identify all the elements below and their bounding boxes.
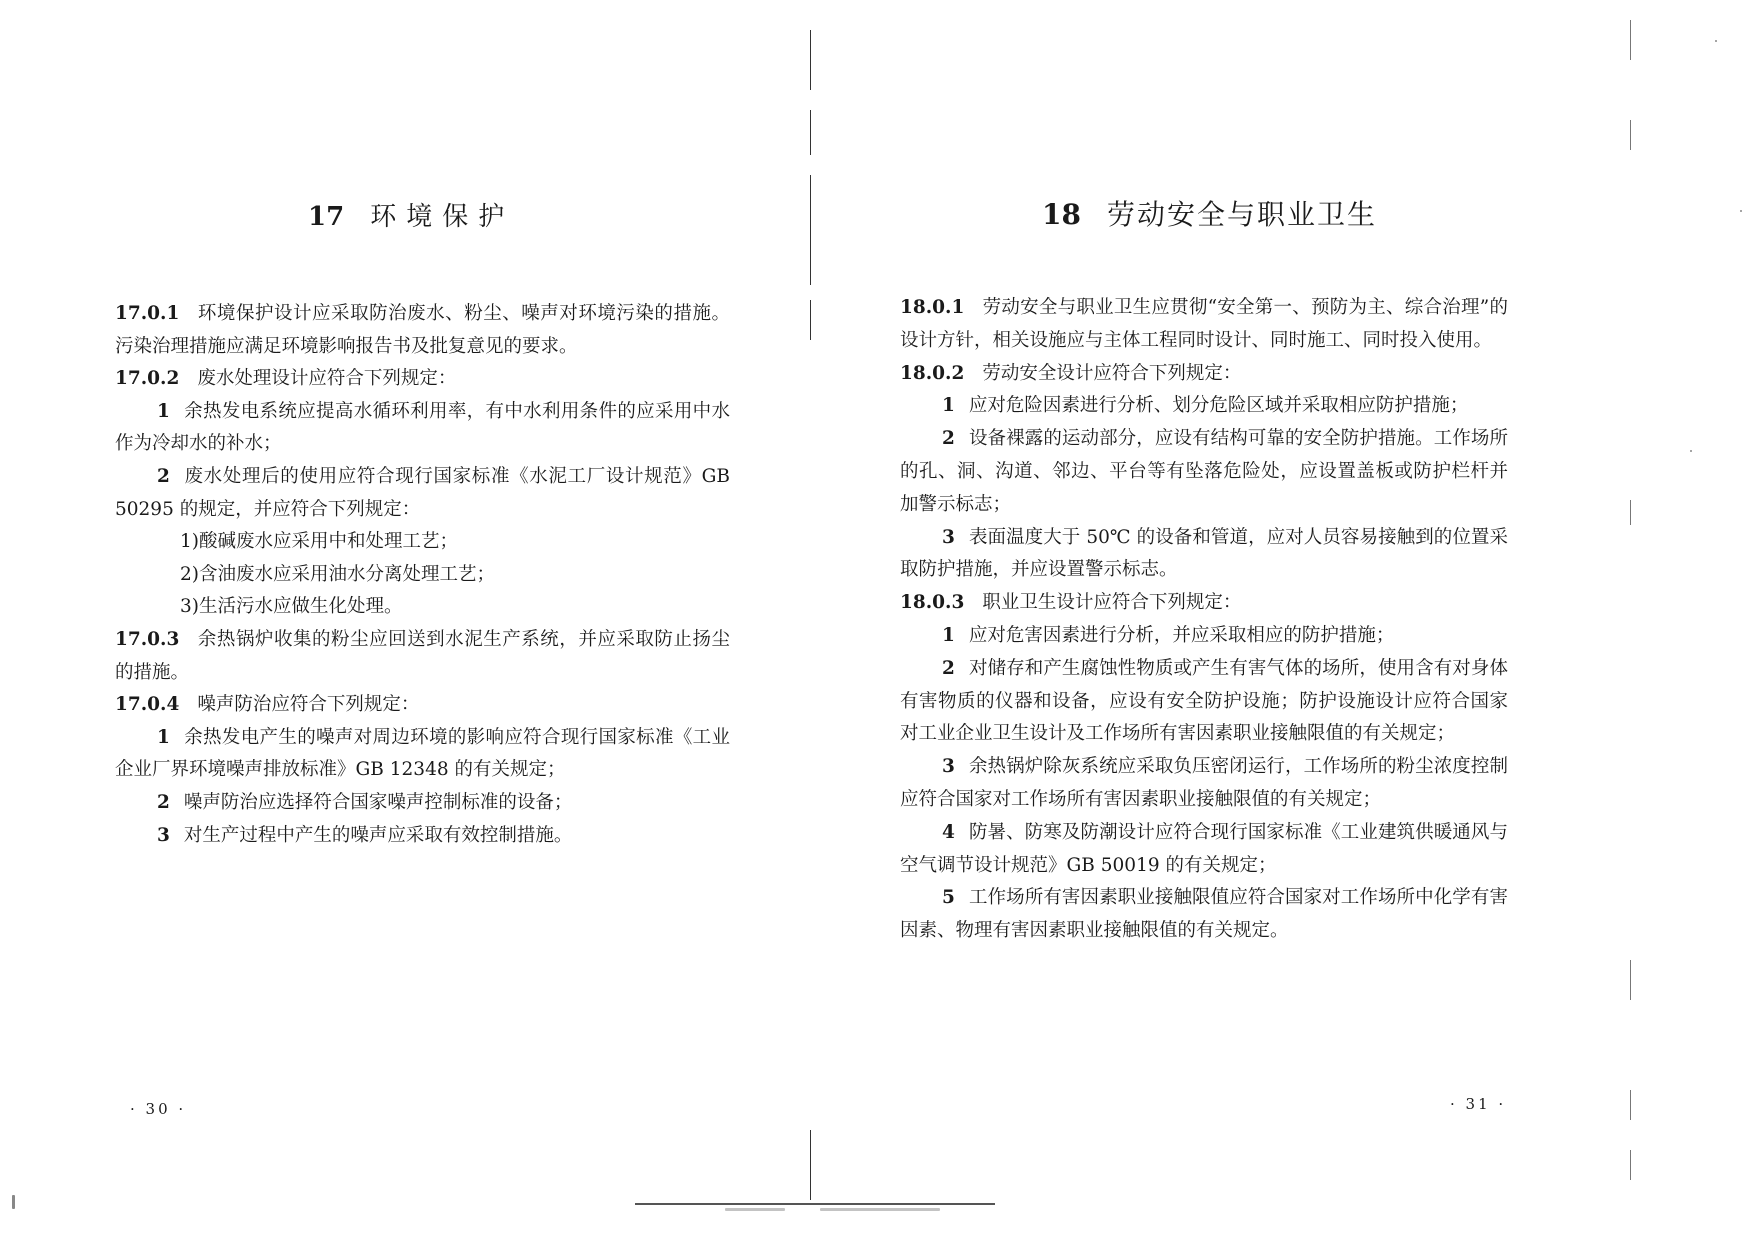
paragraph-text: 余热发电产生的噪声对周边环境的影响应符合现行国家标准《工业企业厂界环境噪声排放标准》GB 12348 的有关规定； bbox=[115, 726, 730, 781]
clause-number: 18.0.2 bbox=[900, 362, 965, 384]
chapter-number: 17 bbox=[308, 202, 345, 232]
page-number-right: · 31 · bbox=[1450, 1095, 1507, 1113]
scan-edge-mark bbox=[1630, 20, 1631, 60]
clause-paragraph bbox=[115, 689, 730, 722]
scan-speck bbox=[12, 1195, 15, 1209]
list-item bbox=[900, 423, 1508, 521]
list-item bbox=[115, 820, 730, 853]
clause-paragraph bbox=[900, 358, 1508, 391]
paragraph-text: 应对危险因素进行分析、划分危险区域并采取相应防护措施； bbox=[968, 395, 1469, 417]
chapter-title-text: 环境保护 bbox=[370, 202, 515, 232]
list-item bbox=[900, 817, 1508, 883]
paragraph-text: 工作场所有害因素职业接触限值应符合国家对工作场所中化学有害因素、物理有害因素职业接触限值的有关规定。 bbox=[900, 887, 1508, 942]
right-body-text bbox=[900, 292, 1508, 948]
item-number: 3 bbox=[942, 526, 955, 548]
paragraph-text: 设备裸露的运动部分，应设有结构可靠的安全防护措施。工作场所的孔、洞、沟道、邻边、平台等有坠落危险处，应设置盖板或防护栏杆并加警示标志； bbox=[900, 428, 1508, 515]
paragraph-text: 3)生活污水应做生化处理。 bbox=[180, 596, 403, 618]
paragraph-text: 废水处理后的使用应符合现行国家标准《水泥工厂设计规范》GB 50295 的规定，并应符合下列规定： bbox=[115, 465, 730, 520]
clause-paragraph bbox=[115, 624, 730, 689]
list-item bbox=[900, 522, 1508, 588]
item-number: 2 bbox=[942, 657, 955, 679]
gutter-line bbox=[810, 175, 811, 285]
paragraph-text: 环境保护设计应采取防治废水、粉尘、噪声对环境污染的措施。污染治理措施应满足环境影响报告书及批复意见的要求。 bbox=[115, 303, 730, 357]
scan-edge-mark bbox=[1630, 500, 1631, 525]
paragraph-text: 1)酸碱废水应采用中和处理工艺； bbox=[180, 531, 458, 553]
list-item bbox=[900, 653, 1508, 751]
paragraph-text: 应对危害因素进行分析，并应采取相应的防护措施； bbox=[968, 624, 1395, 646]
item-number: 1 bbox=[157, 400, 170, 422]
scan-edge-line bbox=[635, 1203, 995, 1205]
scan-edge-mark bbox=[1630, 1090, 1631, 1120]
list-item bbox=[115, 787, 730, 820]
chapter-17-title bbox=[308, 196, 514, 233]
item-number: 4 bbox=[942, 821, 955, 843]
clause-paragraph bbox=[115, 363, 730, 396]
paragraph-text: 2)含油废水应采用油水分离处理工艺； bbox=[180, 563, 495, 585]
right-page bbox=[810, 0, 1755, 1242]
item-number: 1 bbox=[942, 395, 955, 417]
chapter-18-title bbox=[1042, 193, 1377, 233]
paragraph-text: 劳动安全与职业卫生应贯彻“安全第一、预防为主、综合治理”的设计方针，相关设施应与主体工程同时设计、同时施工、同时投入使用。 bbox=[900, 297, 1508, 351]
sub-item bbox=[115, 526, 730, 559]
scan-speck bbox=[1740, 210, 1742, 212]
list-item bbox=[115, 461, 730, 526]
clause-paragraph bbox=[115, 298, 730, 363]
gutter-line bbox=[810, 1130, 811, 1200]
gutter-line bbox=[810, 110, 811, 155]
paragraph-text: 劳动安全设计应符合下列规定： bbox=[982, 362, 1242, 384]
clause-number: 18.0.1 bbox=[900, 297, 965, 318]
item-number: 3 bbox=[157, 824, 170, 846]
paragraph-text: 表面温度大于 50℃ 的设备和管道，应对人员容易接触到的位置采取防护措施，并应设置警示标志。 bbox=[900, 526, 1508, 581]
scan-edge-mark bbox=[1630, 960, 1631, 1000]
paragraph-text: 余热锅炉除灰系统应采取负压密闭运行，工作场所的粉尘浓度控制应符合国家对工作场所有害因素职业接触限值的有关规定； bbox=[900, 756, 1508, 810]
clause-number: 17.0.2 bbox=[115, 368, 180, 390]
clause-paragraph bbox=[900, 587, 1508, 620]
scan-edge-mark bbox=[1630, 120, 1631, 150]
list-item bbox=[900, 620, 1508, 653]
list-item bbox=[900, 751, 1508, 817]
paragraph-text: 噪声防治应选择符合国家噪声控制标准的设备； bbox=[183, 791, 573, 813]
paragraph-text: 对储存和产生腐蚀性物质或产生有害气体的场所，使用含有对身体有害物质的仪器和设备，应设有安全防护设施；防护设施设计应符合国家对工业企业卫生设计及工作场所有害因素职业接触限值的有关规定； bbox=[900, 657, 1508, 745]
item-number: 5 bbox=[942, 887, 955, 909]
item-number: 2 bbox=[157, 465, 170, 487]
list-item bbox=[115, 396, 730, 461]
clause-number: 18.0.3 bbox=[900, 592, 965, 614]
scan-edge-mark bbox=[1630, 1150, 1631, 1180]
list-item bbox=[900, 882, 1508, 948]
page-number-left: · 30 · bbox=[130, 1100, 187, 1118]
item-number: 2 bbox=[157, 791, 170, 813]
paragraph-text: 对生产过程中产生的噪声应采取有效控制措施。 bbox=[183, 824, 573, 846]
item-number: 1 bbox=[157, 726, 170, 748]
item-number: 2 bbox=[942, 428, 955, 450]
list-item bbox=[900, 390, 1508, 423]
clause-number: 17.0.1 bbox=[115, 303, 180, 324]
paragraph-text: 防暑、防寒及防潮设计应符合现行国家标准《工业建筑供暖通风与空气调节设计规范》GB 50019 的有关规定； bbox=[900, 821, 1508, 876]
paragraph-text: 噪声防治应符合下列规定： bbox=[197, 694, 420, 716]
paragraph-text: 余热锅炉收集的粉尘应回送到水泥生产系统，并应采取防止扬尘的措施。 bbox=[115, 628, 730, 683]
chapter-title-text: 劳动安全与职业卫生 bbox=[1106, 198, 1377, 231]
scan-speck bbox=[1715, 40, 1717, 42]
scan-speck bbox=[725, 1208, 785, 1211]
paragraph-text: 余热发电系统应提高水循环利用率，有中水利用条件的应采用中水作为冷却水的补水； bbox=[115, 400, 730, 455]
clause-number: 17.0.4 bbox=[115, 694, 180, 716]
gutter-line bbox=[810, 30, 811, 90]
scan-speck bbox=[820, 1208, 940, 1211]
sub-item bbox=[115, 559, 730, 592]
scan-speck bbox=[1690, 450, 1692, 452]
list-item bbox=[115, 722, 730, 787]
item-number: 3 bbox=[942, 756, 955, 778]
left-page bbox=[0, 0, 810, 1242]
chapter-number: 18 bbox=[1042, 198, 1081, 231]
clause-number: 17.0.3 bbox=[115, 628, 180, 650]
sub-item bbox=[115, 591, 730, 624]
clause-paragraph bbox=[900, 292, 1508, 358]
item-number: 1 bbox=[942, 624, 955, 646]
paragraph-text: 废水处理设计应符合下列规定： bbox=[197, 368, 457, 390]
left-body-text bbox=[115, 298, 730, 852]
gutter-line bbox=[810, 300, 811, 340]
paragraph-text: 职业卫生设计应符合下列规定： bbox=[982, 592, 1242, 614]
